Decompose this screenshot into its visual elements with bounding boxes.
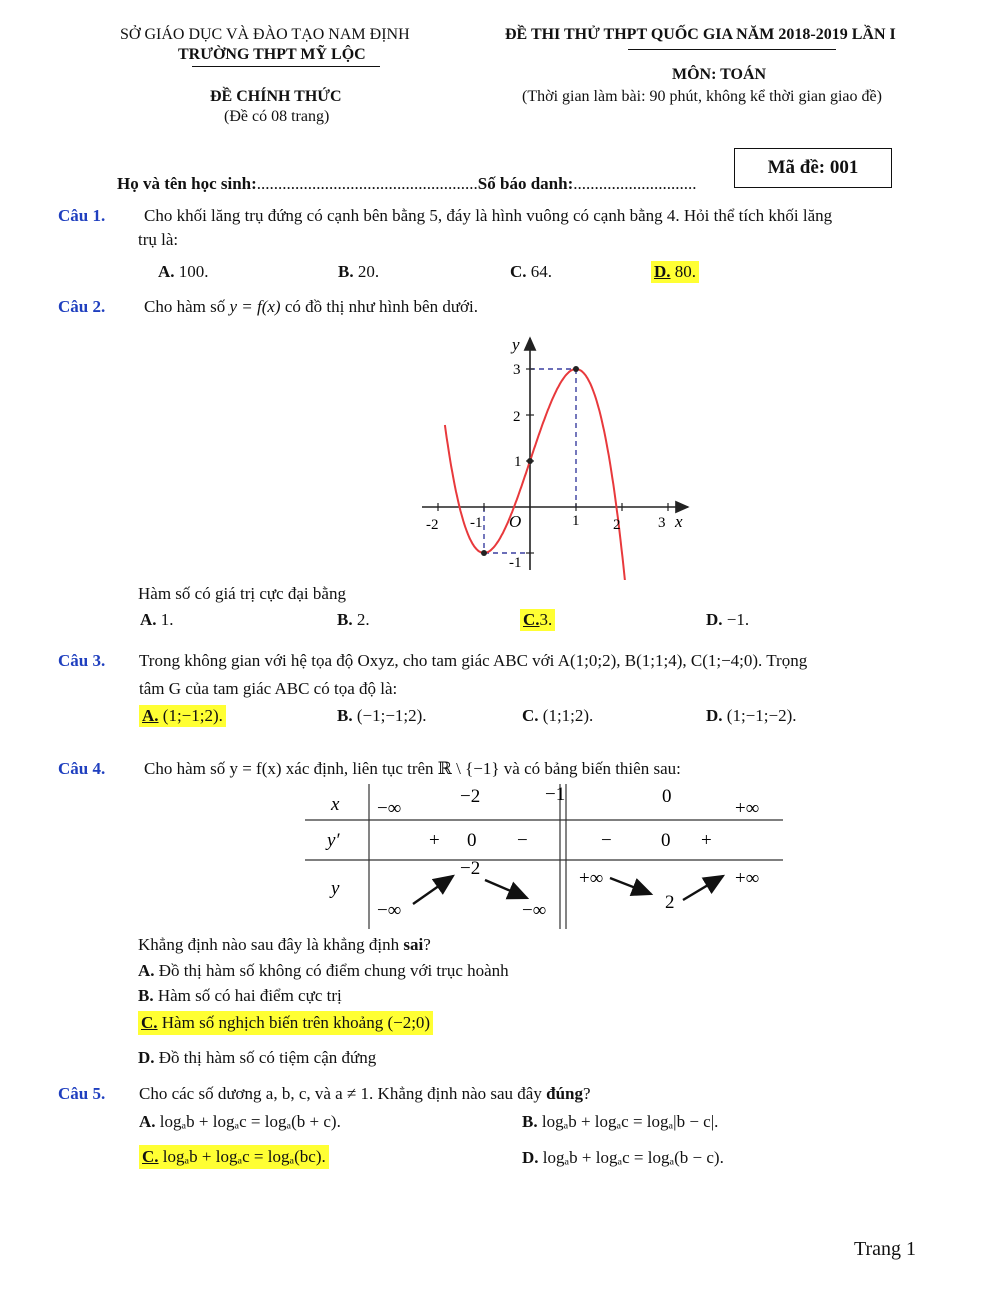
q4-text: Cho hàm số y = f(x) xác định, liên tục trên ℝ \ {−1} và có bảng biến thiên sau: bbox=[144, 759, 681, 778]
subject: MÔN: TOÁN bbox=[672, 66, 767, 83]
table-x-value: −∞ bbox=[377, 798, 402, 819]
student-id-label: Số báo danh: bbox=[477, 174, 574, 193]
q2-option-a[interactable]: A. 1. bbox=[140, 610, 174, 629]
decreasing-arrow bbox=[610, 878, 651, 894]
origin-label: O bbox=[509, 512, 522, 531]
official-label: ĐỀ CHÍNH THỨC bbox=[210, 88, 342, 105]
q4-option-c[interactable]: C. Hàm số nghịch biến trên khoảng (−2;0) bbox=[138, 1011, 433, 1035]
max-point bbox=[573, 366, 579, 372]
q2-question: Hàm số có giá trị cực đại bằng bbox=[138, 584, 346, 603]
student-name-dots: .................................................... bbox=[256, 174, 478, 193]
table-x-label: x bbox=[331, 794, 340, 815]
q4-option-d[interactable]: D. Đồ thị hàm số có tiệm cận đứng bbox=[138, 1048, 377, 1067]
x-tick-label: -2 bbox=[426, 517, 439, 533]
table-x-value: 0 bbox=[662, 786, 672, 807]
y-tick-label: 3 bbox=[513, 362, 521, 378]
table-y-value: −∞ bbox=[522, 900, 547, 921]
table-x-value: −1 bbox=[545, 784, 566, 805]
x-tick-label: 2 bbox=[613, 517, 621, 533]
table-y-value: 2 bbox=[665, 892, 675, 913]
q2-function-graph bbox=[410, 330, 700, 580]
q3-text-line2: tâm G của tam giác ABC có tọa độ là: bbox=[139, 679, 398, 698]
student-info-line bbox=[117, 174, 696, 194]
y-tick-label: -1 bbox=[509, 555, 522, 571]
table-y-value: +∞ bbox=[579, 868, 604, 889]
q4-label: Câu 4. bbox=[58, 759, 106, 778]
table-sign: 0 bbox=[661, 830, 671, 851]
table-sign: + bbox=[701, 830, 712, 851]
school-underline bbox=[192, 66, 380, 67]
q4-question: Khẳng định nào sau đây là khẳng định sai? bbox=[138, 935, 431, 954]
q1-option-d[interactable]: D. 80. bbox=[651, 261, 699, 283]
q5-option-a[interactable]: A. logₐb + logₐc = logₐ(b + c). bbox=[139, 1112, 341, 1131]
exam-title: ĐỀ THI THỬ THPT QUỐC GIA NĂM 2018-2019 LẦN I bbox=[505, 26, 896, 43]
table-sign: − bbox=[601, 830, 612, 851]
q4-option-a[interactable]: A. Đồ thị hàm số không có điểm chung với trục hoành bbox=[138, 961, 509, 980]
table-y-value: −∞ bbox=[377, 900, 402, 921]
q3-option-b[interactable]: B. (−1;−1;2). bbox=[337, 706, 427, 725]
min-point bbox=[481, 550, 487, 556]
table-yprime-label: y′ bbox=[327, 830, 340, 851]
function-curve bbox=[445, 369, 635, 580]
table-x-value: +∞ bbox=[735, 798, 760, 819]
table-sign: − bbox=[517, 830, 528, 851]
q4-variation-table bbox=[305, 784, 785, 929]
q5-option-c[interactable]: C. logₐb + logₐc = logₐ(bc). bbox=[139, 1145, 329, 1169]
q3-option-d[interactable]: D. (1;−1;−2). bbox=[706, 706, 797, 725]
y-tick-label: 2 bbox=[513, 409, 521, 425]
x-tick-label: 1 bbox=[572, 513, 580, 529]
table-x-value: −2 bbox=[460, 786, 481, 807]
exam-title-underline bbox=[628, 49, 836, 50]
q1-label: Câu 1. bbox=[58, 206, 106, 225]
x-tick-label: -1 bbox=[470, 515, 483, 531]
page-count-note: (Đề có 08 trang) bbox=[224, 108, 330, 125]
table-y-value: −2 bbox=[460, 858, 481, 879]
y-axis-label: y bbox=[512, 335, 520, 354]
q1-text-line2: trụ là: bbox=[138, 230, 179, 249]
x-tick-label: 3 bbox=[658, 515, 666, 531]
school-name: TRƯỜNG THPT MỸ LỘC bbox=[178, 46, 366, 63]
table-y-label: y bbox=[331, 878, 340, 899]
q3-label: Câu 3. bbox=[58, 651, 106, 670]
increasing-arrow bbox=[413, 876, 453, 904]
q3-option-a[interactable]: A. (1;−1;2). bbox=[139, 705, 226, 727]
q2-option-b[interactable]: B. 2. bbox=[337, 610, 370, 629]
q1-option-b[interactable]: B. 20. bbox=[338, 262, 380, 281]
q3-option-c[interactable]: C. (1;1;2). bbox=[522, 706, 594, 725]
q4-option-b[interactable]: B. Hàm số có hai điểm cực trị bbox=[138, 986, 342, 1005]
q5-text: Cho các số dương a, b, c, và a ≠ 1. Khẳng định nào sau đây đúng? bbox=[139, 1084, 591, 1103]
table-y-value: +∞ bbox=[735, 868, 760, 889]
q2-option-d[interactable]: D. −1. bbox=[706, 610, 750, 629]
increasing-arrow bbox=[683, 876, 723, 900]
q2-label: Câu 2. bbox=[58, 297, 106, 316]
y-tick-label: 1 bbox=[514, 454, 522, 470]
exam-code-box: Mã đề: 001 bbox=[734, 148, 892, 188]
student-name-label: Họ và tên học sinh: bbox=[117, 174, 257, 193]
q2-option-c[interactable]: C.3. bbox=[520, 609, 555, 631]
department-name: SỞ GIÁO DỤC VÀ ĐÀO TẠO NAM ĐỊNH bbox=[120, 26, 410, 43]
q5-option-d[interactable]: D. logₐb + logₐc = logₐ(b − c). bbox=[522, 1148, 724, 1167]
page-number: Trang 1 bbox=[854, 1238, 917, 1260]
table-sign: + bbox=[429, 830, 440, 851]
student-id-dots: ............................. bbox=[573, 174, 697, 193]
q1-option-c[interactable]: C. 64. bbox=[510, 262, 553, 281]
decreasing-arrow bbox=[485, 880, 527, 898]
time-note: (Thời gian làm bài: 90 phút, không kể thời gian giao đề) bbox=[522, 88, 882, 105]
table-sign: 0 bbox=[467, 830, 477, 851]
q3-text-line1: Trong không gian với hệ tọa độ Oxyz, cho tam giác ABC với A(1;0;2), B(1;1;4), C(1;−4;0). Trọng bbox=[139, 651, 808, 670]
q1-option-a[interactable]: A. 100. bbox=[158, 262, 209, 281]
y-intercept-point bbox=[527, 458, 533, 464]
q1-text-line1: Cho khối lăng trụ đứng có cạnh bên bằng 5, đáy là hình vuông có cạnh bằng 4. Hỏi thể tích khối lăng bbox=[144, 206, 833, 225]
x-axis-label: x bbox=[675, 512, 683, 531]
q2-text: Cho hàm số y = f(x) có đồ thị như hình bên dưới. bbox=[144, 297, 478, 316]
q5-option-b[interactable]: B. logₐb + logₐc = logₐ|b − c|. bbox=[522, 1112, 719, 1131]
q5-label: Câu 5. bbox=[58, 1084, 106, 1103]
